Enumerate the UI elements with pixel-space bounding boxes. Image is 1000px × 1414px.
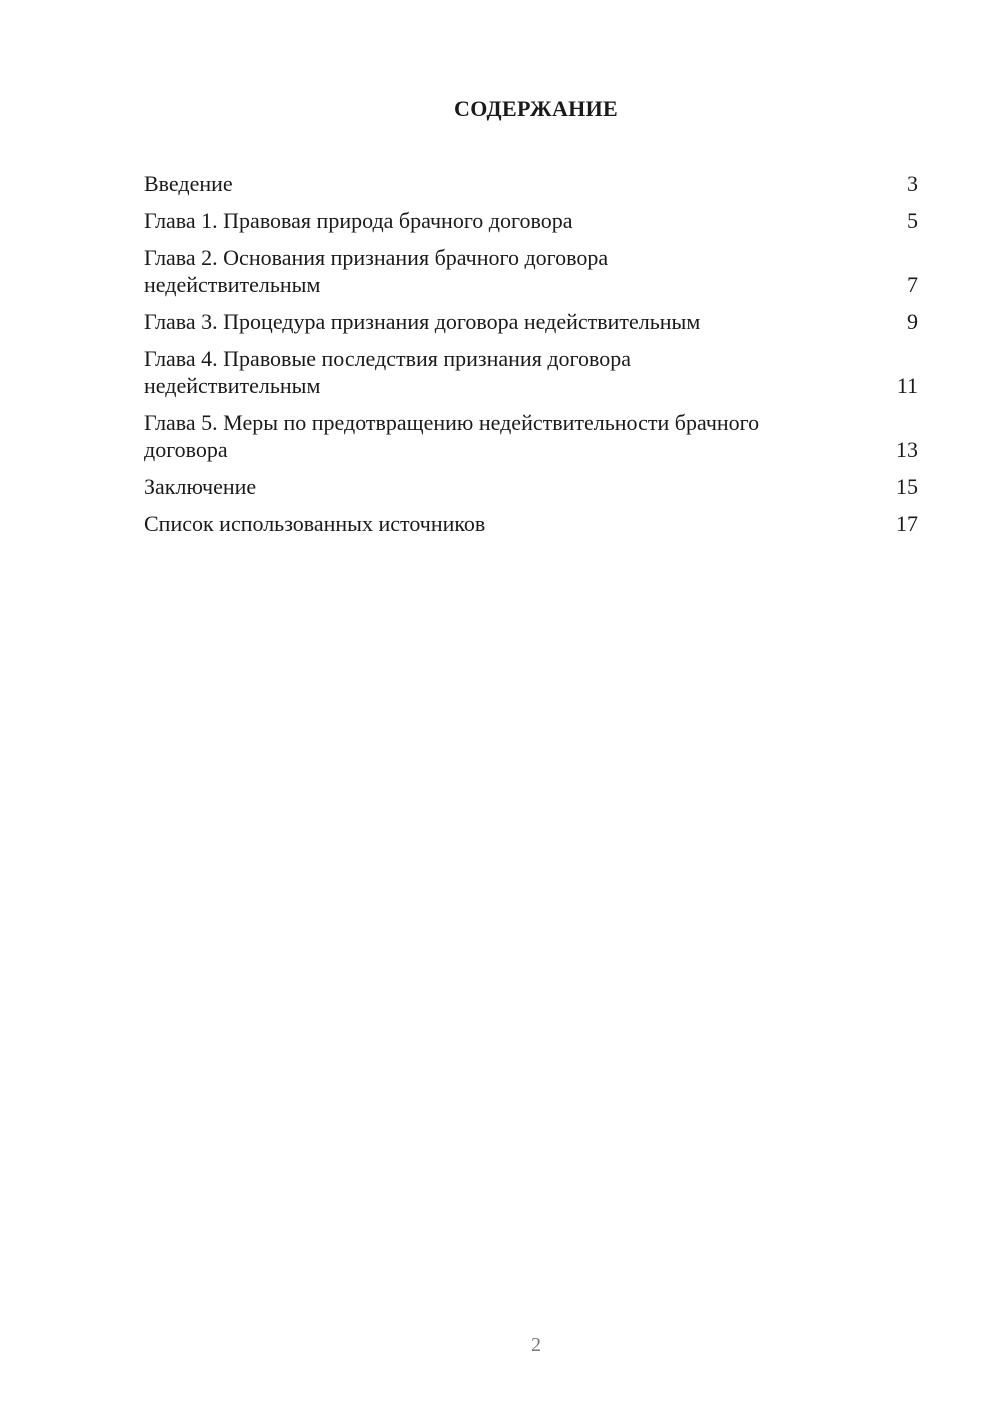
toc-entry-references[interactable]	[144, 510, 918, 537]
toc-entry-page-number: 13	[896, 437, 918, 462]
toc-entry-introduction[interactable]	[144, 170, 918, 197]
toc-entry-page-number: 5	[907, 208, 918, 233]
toc-entry-page-number: 9	[907, 309, 918, 334]
toc-entry-label: Глава 3. Процедура признания договора недействительным	[144, 309, 701, 334]
toc-entry-label: Глава 5. Меры по предотвращению недействительности брачного договора	[144, 410, 760, 462]
toc-entry-label: Глава 4. Правовые последствия признания договора недействительным	[144, 346, 631, 398]
toc-entry-label: Глава 2. Основания признания брачного договора недействительным	[144, 245, 609, 297]
toc-entry-label: Список использованных источников	[144, 511, 486, 536]
toc-entry-chapter-2[interactable]	[144, 244, 918, 298]
toc-entry-label: Введение	[144, 171, 233, 196]
toc-entry-chapter-5[interactable]	[144, 409, 918, 463]
toc-entry-label: Глава 1. Правовая природа брачного договора	[144, 208, 573, 233]
page-title: СОДЕРЖАНИЕ	[454, 96, 618, 121]
toc-entry-page-number: 15	[896, 474, 918, 499]
toc-entry-chapter-1[interactable]	[144, 207, 918, 234]
toc-entry-page-number: 3	[907, 171, 918, 196]
toc-entry-page-number: 7	[907, 272, 918, 297]
toc-entry-chapter-4[interactable]	[144, 345, 918, 399]
toc-entry-label: Заключение	[144, 474, 257, 499]
toc-entry-conclusion[interactable]	[144, 473, 918, 500]
toc-entry-page-number: 11	[896, 373, 918, 398]
toc-entry-chapter-3[interactable]	[144, 308, 918, 335]
page-number: 2	[531, 1334, 541, 1356]
toc-entry-page-number: 17	[896, 511, 918, 536]
table-of-contents	[144, 170, 918, 547]
